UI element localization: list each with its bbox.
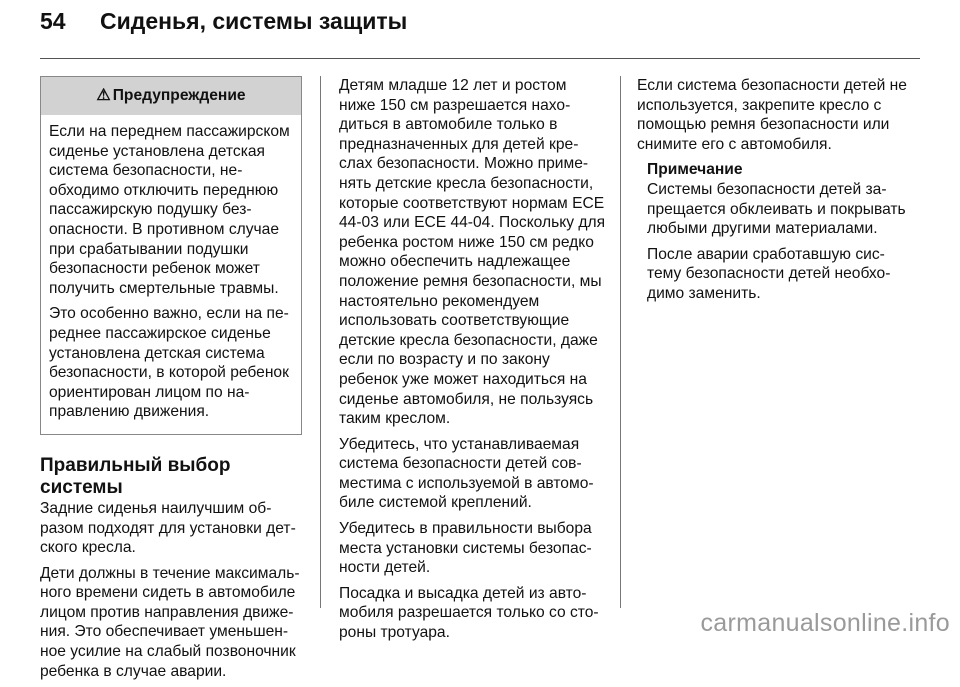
- body-paragraph: Если система безопасности детей не используется, закрепите кресло с помощью ремня безопасности или снимите его с автомобиля.: [637, 77, 907, 153]
- warning-header: [41, 77, 301, 115]
- body-paragraph: Убедитесь, что устанавливаемая система безопасности детей совместима с используемой в автомобиле системой креплений.: [339, 435, 594, 512]
- body-paragraph: Убедитесь в правильности выбора места установки системы безопасности детей.: [339, 520, 592, 577]
- page-title: Сиденья, системы защиты: [100, 8, 408, 34]
- column-1: [40, 76, 302, 687]
- warning-body: [41, 115, 301, 434]
- warning-paragraph: Это особенно важно, если на переднее пассажирское сиденье установлена детская система безопасности, в которой ребенок ориентирован лицом по направлению движения.: [49, 305, 289, 421]
- body-paragraph: Посадка и высадка детей из автомобиля разрешается только со стороны тротуара.: [339, 584, 599, 642]
- column-2: [339, 76, 605, 649]
- page-header: [40, 8, 407, 35]
- page-number: 54: [40, 8, 66, 34]
- section-title: Правильный выбор системы: [40, 454, 231, 498]
- warning-title: Предупреждение: [112, 87, 246, 104]
- column-divider: [620, 76, 621, 608]
- warning-triangle-icon: ⚠: [96, 87, 111, 104]
- note-block: [637, 160, 909, 303]
- column-divider: [320, 76, 321, 608]
- note-paragraph: После аварии сработавшую систему безопасности детей необходимо заменить.: [647, 245, 891, 302]
- column-3: [637, 76, 909, 310]
- body-paragraph: Задние сиденья наилучшим образом подходят для установки детского кресла.: [40, 499, 296, 557]
- header-rule: [40, 58, 920, 59]
- watermark: carmanualsonline.info: [700, 609, 950, 637]
- warning-paragraph: Если на переднем пассажирском сиденье установлена детская система безопасности, необходимо отключить переднюю пассажирскую подушку безопасности. В противном случае при срабатывании подушки безопасности ребенок может получить смертельные травмы.: [49, 123, 290, 297]
- body-paragraph: Детям младше 12 лет и ростом ниже 150 см разрешается находиться в автомобиле только в предназначенных для детей креслах безопасности. Можно применять детские кресла безопасности, которые соответствуют нормам ECE 44-03 или ECE 44-04. Поскольку для ребенка ростом ниже 150 см редко можно обеспечить надлежащее положение ремня безопасности, мы настоятельно рекомендуем использовать соответствующие детские кресла безопасности, даже если по возрасту и по закону ребенок уже может находиться на сиденье автомобиля, не пользуясь таким креслом.: [339, 77, 606, 428]
- note-title: Примечание: [647, 161, 743, 179]
- warning-box: [40, 76, 302, 435]
- note-paragraph: Системы безопасности детей запрещается обклеивать и покрывать любыми другими материалами.: [647, 180, 906, 238]
- body-paragraph: Дети должны в течение максимального времени сидеть в автомобиле лицом против направления движения. Это обеспечивает уменьшенное усилие на слабый позвоночник ребенка в случае аварии.: [40, 564, 300, 680]
